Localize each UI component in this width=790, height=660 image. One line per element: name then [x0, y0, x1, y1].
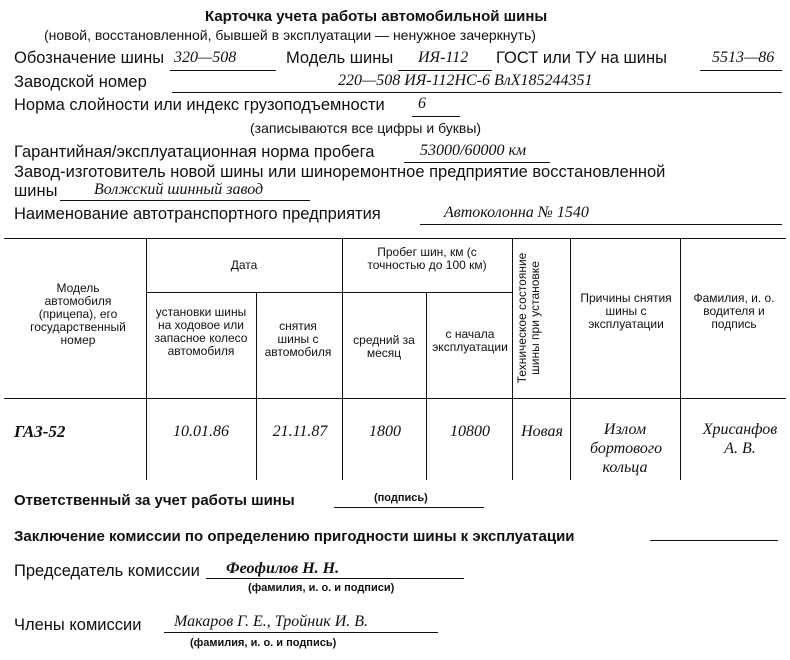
table-col-divider-1: [146, 238, 147, 480]
header-mileage: Пробег шин, км (с точностью до 100 км): [367, 245, 487, 272]
conclusion-label: Заключение комиссии по определению пригодности шины к эксплуатации: [14, 528, 575, 545]
ply-value: 6: [418, 95, 426, 112]
ply-label: Норма слойности или индекс грузоподъемности: [14, 96, 385, 114]
conclusion-underline: [650, 540, 778, 541]
gost-value: 5513—86: [712, 49, 775, 66]
card-title: Карточка учета работы автомобильной шины: [205, 8, 548, 25]
model-value: ИЯ-112: [418, 49, 469, 66]
header-mileage-avg: средний за месяц: [353, 333, 415, 360]
designation-label: Обозначение шины: [14, 49, 165, 67]
row-driver: Хрисанфов А. В.: [702, 421, 778, 457]
table-col-divider-3: [342, 238, 343, 480]
ply-note: (записываются все цифры и буквы): [250, 120, 482, 136]
header-condition: Техническое состояние шины при установке: [515, 252, 542, 384]
chairman-value: Феофилов Н. Н.: [226, 560, 340, 577]
row-reason: Излом бортового кольца: [590, 421, 663, 476]
serial-label: Заводской номер: [14, 73, 147, 91]
table-col-divider-6: [570, 238, 571, 480]
header-date: Дата: [230, 258, 258, 272]
table-col-divider-4: [426, 292, 427, 480]
table-col-divider-2: [256, 292, 257, 480]
enterprise-value: Автоколонна № 1540: [444, 204, 589, 221]
card-subtitle: (новой, восстановленной, бывшей в эксплуатации — ненужное зачеркнуть): [44, 27, 536, 43]
manufacturer-label-2: шины: [14, 182, 58, 200]
members-label: Члены комиссии: [14, 616, 142, 634]
members-note: (фамилия, и. о. и подпись): [190, 637, 337, 649]
row-model: ГАЗ-52: [14, 422, 66, 441]
serial-underline: [172, 92, 782, 93]
header-mileage-total: с начала эксплуатации: [432, 327, 508, 354]
gost-underline: [700, 70, 782, 71]
designation-underline: [170, 70, 276, 71]
mileage-label: Гарантийная/эксплуатационная норма пробега: [14, 143, 375, 161]
table-subheader-line-mileage: [342, 292, 512, 293]
members-value: Макаров Г. Е., Тройник И. В.: [174, 613, 369, 630]
designation-value: 320—508: [174, 49, 237, 66]
mileage-value: 53000/60000 км: [420, 142, 527, 159]
row-total: 10800: [450, 423, 490, 440]
table-subheader-line-date: [146, 292, 342, 293]
members-underline: [164, 632, 438, 633]
table-col-divider-7: [680, 238, 681, 480]
enterprise-label: Наименование автотранспортного предприятия: [14, 205, 381, 223]
gost-label: ГОСТ или ТУ на шины: [496, 49, 667, 67]
row-condition: Новая: [521, 423, 563, 440]
ply-underline: [412, 116, 460, 117]
table-col-divider-5: [512, 238, 513, 480]
table-header-bottom-border: [4, 398, 786, 399]
row-remove-date: 21.11.87: [272, 423, 328, 440]
chairman-underline: [206, 578, 464, 579]
header-reason: Причины снятия шины с эксплуатации: [580, 291, 672, 331]
manufacturer-underline: [60, 200, 310, 201]
responsible-signature-note: (подпись): [374, 492, 428, 504]
table-top-border: [4, 238, 786, 239]
row-avg: 1800: [369, 423, 401, 440]
header-date-install: установки шины на ходовое или запасное колесо автомобиля: [154, 305, 248, 358]
responsible-underline: [334, 507, 484, 508]
serial-value: 220—508 ИЯ-112НС-6 ВлХ185244351: [338, 72, 593, 89]
header-model: Модель автомобиля (прицепа), его государственный номер: [30, 281, 126, 347]
row-install-date: 10.01.86: [173, 423, 229, 440]
model-underline: [398, 70, 492, 71]
enterprise-underline: [420, 224, 782, 225]
model-label: Модель шины: [286, 49, 394, 67]
header-driver: Фамилия, и. о. водителя и подпись: [693, 291, 775, 331]
chairman-note: (фамилия, и. о. и подписи): [248, 582, 395, 594]
chairman-label: Председатель комиссии: [14, 562, 200, 580]
manufacturer-value: Волжский шинный завод: [94, 181, 264, 198]
manufacturer-label-1: Завод-изготовитель новой шины или шиноремонтное предприятие восстановленной: [14, 163, 666, 181]
responsible-label: Ответственный за учет работы шины: [14, 492, 295, 509]
header-date-remove: снятия шины с автомобиля: [264, 319, 332, 359]
